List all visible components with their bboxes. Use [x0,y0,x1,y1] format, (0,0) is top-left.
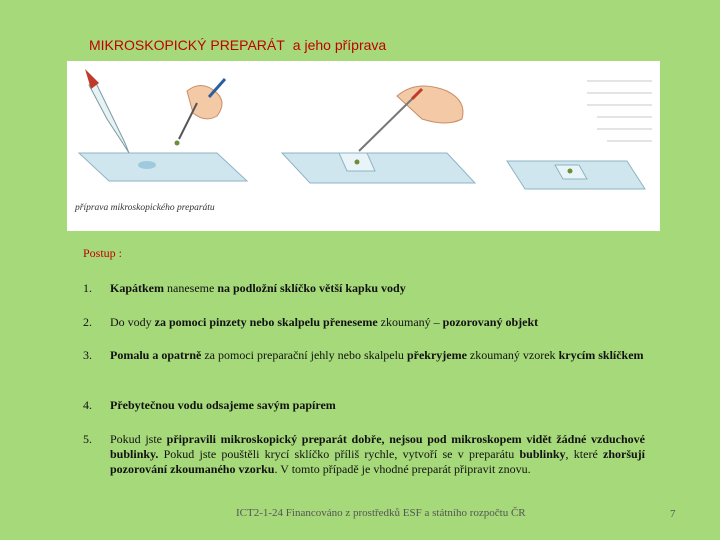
slide-title [89,37,386,53]
slide-glass-1 [79,153,247,181]
step-text-bold-run: Přebytečnou vodu odsajeme savým papírem [110,398,336,412]
hand-with-needle-icon [359,86,463,151]
step-text-bold-run: Kapátkem [110,281,164,295]
step-4 [83,398,645,413]
step-text-run: , které [565,447,604,461]
step-text-run: . V tomto případě je vhodné preparát připravit znovu. [274,462,531,476]
step-text-bold-run: na podložní sklíčko větší kapku vody [217,281,406,295]
step-text [110,348,645,363]
step-text [110,398,645,413]
step-text-bold-run: krycím sklíčkem [558,348,644,362]
step-text-bold-run: překryjeme [406,348,467,362]
step-text [110,281,645,296]
water-drop [138,161,156,169]
step-5 [83,432,645,477]
step-text [110,315,645,330]
step-text-bold-run: připravili mikroskopický preparát dobře, nejsou pod mikroskopem vidět žádné vzduchové bublinky. [110,432,645,461]
preparation-illustration [67,61,660,231]
step-2 [83,315,645,330]
step-number: 4. [83,398,92,412]
step-number: 3. [83,348,92,362]
step-number: 2. [83,315,92,329]
step-text-bold-run: pozorovaný objekt [442,315,539,329]
step-text-bold-run: Pomalu a opatrně [110,348,202,362]
procedure-label: Postup : [83,246,123,260]
page-number: 7 [670,508,676,520]
sample-3 [568,169,573,174]
faded-text-lines [587,81,652,141]
slide-title-sub: a jeho příprava [292,37,387,53]
step-text-run: zkoumaný vzorek [466,348,559,362]
illustration-caption: příprava mikroskopického preparátu [75,203,215,213]
step-1 [83,281,645,296]
step-3 [83,348,645,363]
step-number: 1. [83,281,92,295]
hand-with-tweezers-icon [175,79,226,146]
step-text-run: za pomoci preparační jehly nebo skalpelu [201,348,407,362]
step-text-bold-run: zhoršují pozorování zkoumaného vzorku [110,447,646,476]
step-text-bold-run: za pomoci pinzety nebo skalpelu přeneseme [154,315,378,329]
step-text-run: Pokud jste pouštěli krycí sklíčko příliš rychle, vytvoří se v preparátu [158,447,520,461]
sample-2 [355,160,360,165]
step-text-run: zkoumaný – [377,315,443,329]
slide-glass-2 [282,153,475,183]
slide-title-main: MIKROSKOPICKÝ PREPARÁT [89,37,285,53]
footer-text: ICT2-1-24 Financováno z prostředků ESF a státního rozpočtu ČR [236,507,526,519]
step-text-run: Pokud jste [110,432,167,446]
step-number: 5. [83,432,92,446]
step-text [110,432,645,477]
step-text-run: Do vody [110,315,155,329]
step-text-run: naneseme [164,281,218,295]
pipette-icon [85,69,129,153]
step-text-bold-run: bublinky [519,447,566,461]
